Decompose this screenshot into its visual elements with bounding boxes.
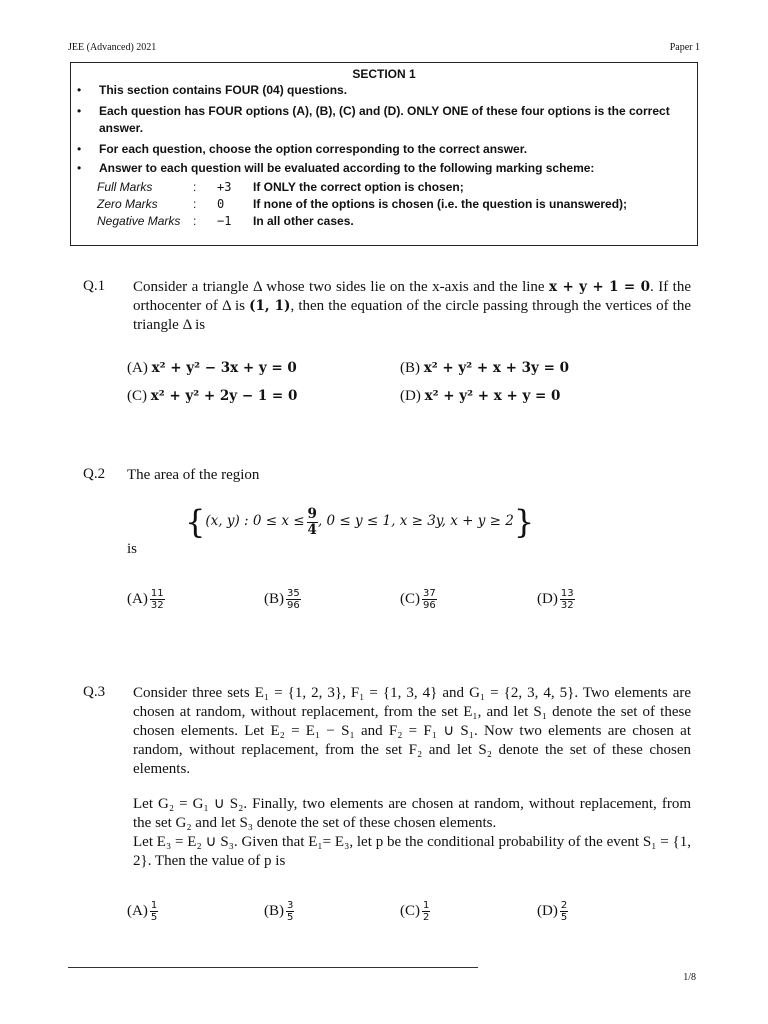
question-number: Q.3 xyxy=(83,684,106,700)
question-number: Q.1 xyxy=(83,278,106,294)
fraction-den: 32 xyxy=(560,600,574,611)
q1-option-d[interactable] xyxy=(400,388,560,405)
fraction-den: 5 xyxy=(560,912,568,923)
instruction-3: For each question, choose the option corresponding to the correct answer. xyxy=(99,142,528,156)
q3-option-d[interactable] xyxy=(537,900,568,923)
option-label: (C) xyxy=(400,590,420,607)
q2-region-set xyxy=(185,503,534,541)
fraction-num: 37 xyxy=(423,588,436,599)
option-fraction xyxy=(150,900,158,923)
header-paper-label: Paper 1 xyxy=(669,42,700,53)
marking-label: Negative Marks xyxy=(97,214,181,228)
q1-option-b[interactable] xyxy=(400,360,569,377)
q3-option-a[interactable] xyxy=(127,900,158,923)
fraction-num: 35 xyxy=(287,588,300,599)
question-number: Q.2 xyxy=(83,466,106,482)
option-label: (C) xyxy=(127,388,147,404)
option-label: (B) xyxy=(400,360,420,376)
page-number: 1/8 xyxy=(683,972,696,983)
option-expr: x² + y² − 3x + y = 0 xyxy=(151,360,297,376)
option-label: (D) xyxy=(537,590,558,607)
option-label: (B) xyxy=(264,590,284,607)
option-fraction xyxy=(560,900,568,923)
fraction-den: 96 xyxy=(287,600,300,611)
fraction-den: 5 xyxy=(287,912,294,923)
option-label: (A) xyxy=(127,360,148,376)
instruction-4: Answer to each question will be evaluated according to the following marking scheme: xyxy=(99,161,595,175)
option-label: (C) xyxy=(400,902,420,919)
fraction-den: 32 xyxy=(150,600,164,611)
fraction-num: 13 xyxy=(560,588,574,599)
question-1-text xyxy=(133,278,691,335)
fraction-num: 11 xyxy=(150,588,164,599)
instructions-box xyxy=(70,62,698,246)
colon: : xyxy=(193,180,197,194)
q3-paragraph-1: Consider three sets E₁ = {1, 2, 3}, F₁ = {1, 3, 4} and G₁ = {2, 3, 4, 5}. Two elements are chosen at random, without replacement, from the set E₁, and let S₁ denote the set of these chosen elements. Let E₂ = E₁ − S₁ and F₂ = F₁ ∪ S₁. Now two elements are chosen at random, without replacement, from the set F₂ and let S₂ denote the set of these chosen elements. xyxy=(133,685,691,777)
q3-option-c[interactable] xyxy=(400,900,430,923)
fraction-num: 1 xyxy=(423,900,430,911)
option-expr: x² + y² + x + y = 0 xyxy=(424,388,561,404)
q2-is: is xyxy=(127,541,138,557)
fraction-num: 9 xyxy=(307,505,317,522)
q1-option-a[interactable] xyxy=(127,360,297,377)
marking-desc: If ONLY the correct option is chosen; xyxy=(253,180,464,194)
marking-label: Zero Marks xyxy=(97,197,158,211)
q1-text-c: , then the equation of the circle passing through the vertices of the triangle Δ is xyxy=(133,298,692,333)
marking-value: +3 xyxy=(217,180,232,194)
q1-text-a: Consider a triangle Δ whose two sides lie on the x-axis and the line xyxy=(133,279,550,295)
option-fraction xyxy=(422,588,437,611)
instruction-2: Each question has FOUR options (A), (B), (C) and (D). ONLY ONE of these four options is the correct answer. xyxy=(99,104,670,135)
marking-label: Full Marks xyxy=(97,180,153,194)
fraction-num: 3 xyxy=(287,900,294,911)
marking-value: 0 xyxy=(217,197,225,211)
option-expr: x² + y² + x + 3y = 0 xyxy=(423,360,569,376)
marking-row-negative xyxy=(97,214,354,228)
fraction-den: 5 xyxy=(150,912,158,923)
colon: : xyxy=(193,214,197,228)
q2-option-c[interactable] xyxy=(400,588,437,611)
q1-line-eq: x + y + 1 = 0 xyxy=(549,279,651,295)
colon: : xyxy=(193,197,197,211)
section-title: SECTION 1 xyxy=(352,67,416,81)
marking-row-zero xyxy=(97,197,627,211)
q2-option-a[interactable] xyxy=(127,588,165,611)
instruction-1: This section contains FOUR (04) questions. xyxy=(99,83,348,97)
marking-row-full xyxy=(97,180,464,194)
q3-paragraph-2: Let G₂ = G₁ ∪ S₂. Finally, two elements are chosen at random, without replacement, from the set G₂ and let S₃ denote the set of these chosen elements. xyxy=(133,796,691,831)
q1-point: (1, 1) xyxy=(249,298,291,314)
region-part-a: (x, y) : 0 ≤ x ≤ xyxy=(205,513,305,530)
option-label: (D) xyxy=(537,902,558,919)
option-expr: x² + y² + 2y − 1 = 0 xyxy=(150,388,298,404)
bullet-icon: • xyxy=(77,104,82,118)
fraction-num: 1 xyxy=(150,900,158,911)
brace-close: } xyxy=(513,503,535,541)
bullet-icon: • xyxy=(77,83,82,97)
q2-option-d[interactable] xyxy=(537,588,575,611)
option-fraction xyxy=(422,900,430,923)
q3-option-b[interactable] xyxy=(264,900,294,923)
marking-desc: In all other cases. xyxy=(253,214,354,228)
marking-desc: If none of the options is chosen (i.e. the question is unanswered); xyxy=(253,197,628,211)
fraction-den: 4 xyxy=(307,521,317,538)
bullet-icon: • xyxy=(77,161,82,175)
footer-divider xyxy=(68,967,478,968)
q1-option-c[interactable] xyxy=(127,388,297,405)
option-fraction xyxy=(286,900,294,923)
q2-option-b[interactable] xyxy=(264,588,301,611)
option-label: (A) xyxy=(127,590,148,607)
fraction-den: 96 xyxy=(423,600,436,611)
region-fraction xyxy=(307,507,318,538)
q1-text-b: . If the orthocenter of Δ is xyxy=(133,279,691,314)
region-part-b: , 0 ≤ y ≤ 1, x ≥ 3y, x + y ≥ 2 xyxy=(317,513,514,530)
option-label: (A) xyxy=(127,902,148,919)
fraction-den: 2 xyxy=(423,912,430,923)
q3-paragraph-3: Let E₃ = E₂ ∪ S₃. Given that E₁= E₃, let p be the conditional probability of the event S₁ = {1, 2}. Then the value of p is xyxy=(133,834,691,869)
fraction-num: 2 xyxy=(560,900,568,911)
option-label: (B) xyxy=(264,902,284,919)
brace-open: { xyxy=(185,503,206,541)
option-fraction xyxy=(150,588,165,611)
option-fraction xyxy=(560,588,575,611)
bullet-icon: • xyxy=(77,142,82,156)
option-fraction xyxy=(286,588,301,611)
header-exam-title: JEE (Advanced) 2021 xyxy=(68,42,157,53)
marking-value: −1 xyxy=(217,214,232,228)
option-label: (D) xyxy=(400,388,421,404)
question-2-text: The area of the region xyxy=(127,467,260,483)
